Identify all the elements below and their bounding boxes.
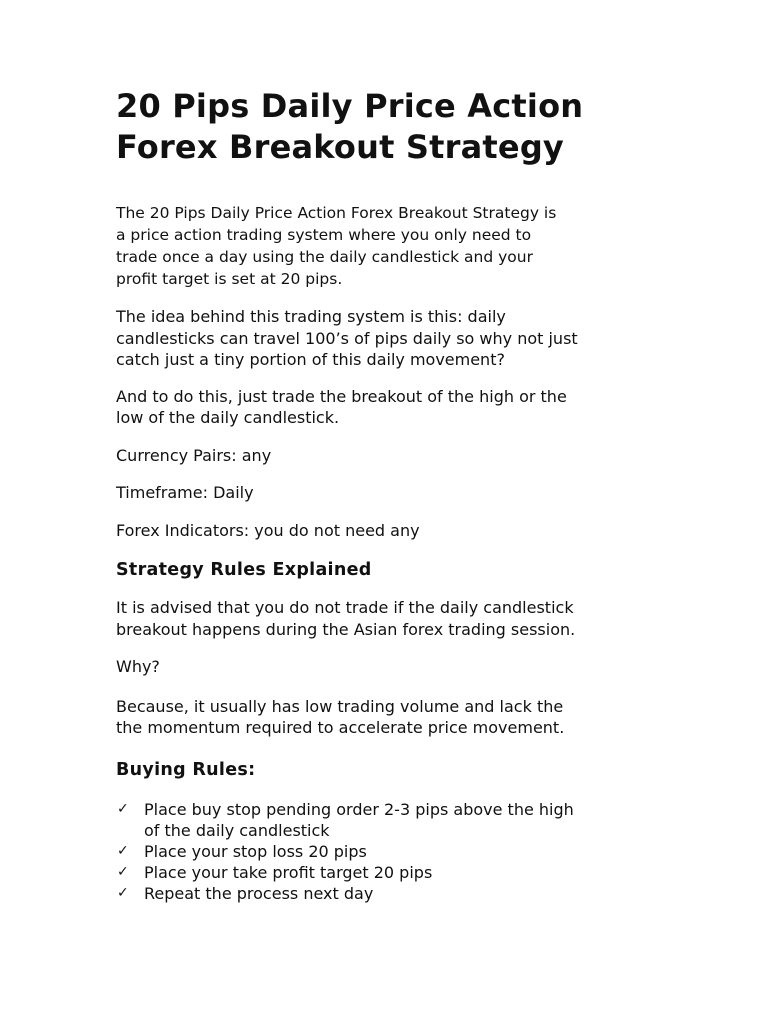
because-paragraph (116, 696, 676, 739)
idea-line: The idea behind this trading system is this: daily (116, 307, 506, 326)
document-page (116, 86, 676, 904)
checkmark-icon: ✓ (117, 863, 129, 880)
checkmark-icon: ✓ (117, 800, 129, 817)
list-item-text (144, 862, 676, 883)
why-text: Why? (116, 657, 160, 676)
intro-line: trade once a day using the daily candlestick and your (116, 248, 533, 266)
advice-line: breakout happens during the Asian forex trading session. (116, 619, 576, 639)
buying-rules-list (116, 799, 676, 904)
list-item (116, 799, 676, 841)
list-item (116, 883, 676, 904)
intro-line: profit target is set at 20 pips. (116, 270, 343, 288)
because-line: Because, it usually has low trading volume and lack the (116, 696, 564, 716)
checkmark-icon: ✓ (117, 842, 129, 859)
list-item (116, 862, 676, 883)
because-line: the momentum required to accelerate price movement. (116, 718, 565, 737)
list-item-line: Place your take profit target 20 pips (144, 862, 433, 882)
intro-line: a price action trading system where you only need to (116, 226, 532, 244)
list-item-text (144, 841, 676, 862)
checkmark-icon: ✓ (117, 884, 129, 901)
breakout-line: low of the daily candlestick. (116, 408, 340, 427)
breakout-line: And to do this, just trade the breakout of the high or the (116, 386, 567, 406)
page-title (116, 86, 676, 168)
list-item-line: Place buy stop pending order 2-3 pips above the high (144, 799, 574, 819)
idea-line: catch just a tiny portion of this daily movement? (116, 350, 505, 369)
list-item-line: Repeat the process next day (144, 883, 374, 903)
advice-line: It is advised that you do not trade if the daily candlestick (116, 598, 574, 617)
timeframe-text: Timeframe: Daily (116, 483, 254, 502)
intro-paragraph (116, 202, 676, 290)
intro-line: The 20 Pips Daily Price Action Forex Breakout Strategy is (116, 204, 557, 222)
advice-paragraph (116, 597, 676, 640)
buying-rules-heading: Buying Rules: (116, 759, 256, 780)
indicators-text: Forex Indicators: you do not need any (116, 520, 420, 540)
idea-paragraph (116, 306, 676, 371)
list-item-line: of the daily candlestick (144, 820, 330, 840)
title-line: 20 Pips Daily Price Action (116, 87, 584, 125)
list-item-text (144, 883, 676, 904)
currency-pairs-text: Currency Pairs: any (116, 445, 272, 465)
title-line: Forex Breakout Strategy (116, 128, 564, 166)
strategy-rules-heading: Strategy Rules Explained (116, 560, 372, 580)
list-item-text (144, 799, 676, 841)
list-item (116, 841, 676, 862)
list-item-line: Place your stop loss 20 pips (144, 841, 367, 861)
idea-line: candlesticks can travel 100’s of pips daily so why not just (116, 328, 578, 348)
breakout-paragraph (116, 386, 676, 429)
